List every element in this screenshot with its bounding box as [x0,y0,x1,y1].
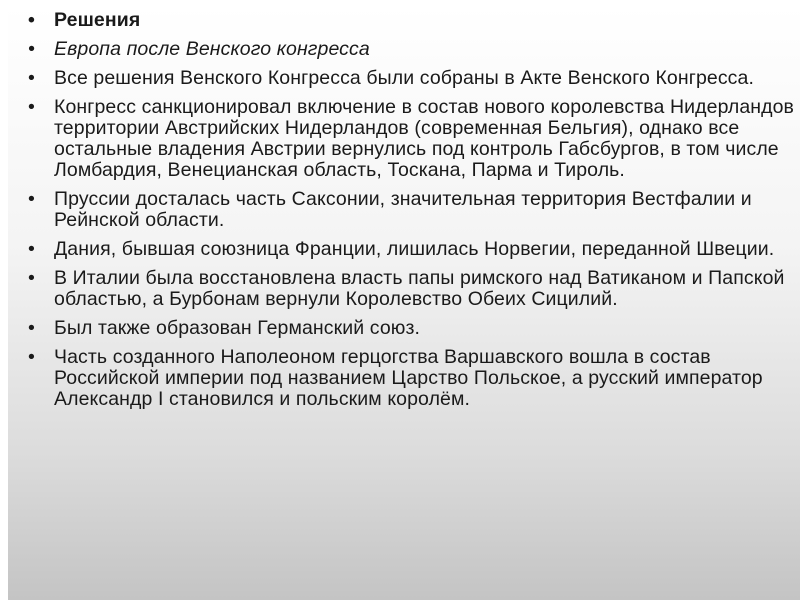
bullet-text: Решения [54,9,141,31]
bullet-text: Все решения Венского Конгресса были собраны в Акте Венского Конгресса. [54,67,754,89]
bullet-text: В Италии была восстановлена власть папы римского над Ватиканом и Папской областью, а Бурбонам вернули Королевство Обеих Сицилий. [54,267,785,310]
bullet-text: Конгресс санкционировал включение в состав нового королевства Нидерландов территории Австрийских Нидерландов (современная Бельгия), однако все остальные владения Австрии вернулись под контроль Габсбургов, в том числе Ломбардия, Венецианская область, Тоскана, Парма и Тироль. [54,96,795,181]
bullet-item [26,268,800,310]
bullet-text: Дания, бывшая союзница Франции, лишилась Норвегии, переданной Швеции. [54,238,775,260]
slide [8,6,800,600]
bullet-icon: • [28,267,35,289]
bullet-icon: • [28,188,35,210]
bullet-icon: • [28,67,35,89]
bullet-icon: • [28,317,35,339]
bullet-item-subtitle [26,39,800,60]
bullet-icon: • [28,346,35,368]
bullet-text: Пруссии досталась часть Саксонии, значительная территория Вестфалии и Рейнской области. [54,188,752,231]
bullet-icon: • [28,38,35,60]
bullet-text: Часть созданного Наполеоном герцогства Варшавского вошла в состав Российской империи под названием Царство Польское, а русский император Александр I становился и польским королём. [54,346,763,410]
bullet-text: Был также образован Германский союз. [54,317,421,339]
bullet-item [26,318,800,339]
bullet-text: Европа после Венского конгресса [54,38,370,60]
bullet-item [26,189,800,231]
bullet-item-title [26,10,800,31]
bullet-item [26,97,800,181]
bullet-icon: • [28,96,35,118]
bullet-item [26,239,800,260]
bullet-list [26,10,800,418]
bullet-icon: • [28,9,35,31]
bullet-icon: • [28,238,35,260]
bullet-item [26,347,800,410]
bullet-item [26,68,800,89]
